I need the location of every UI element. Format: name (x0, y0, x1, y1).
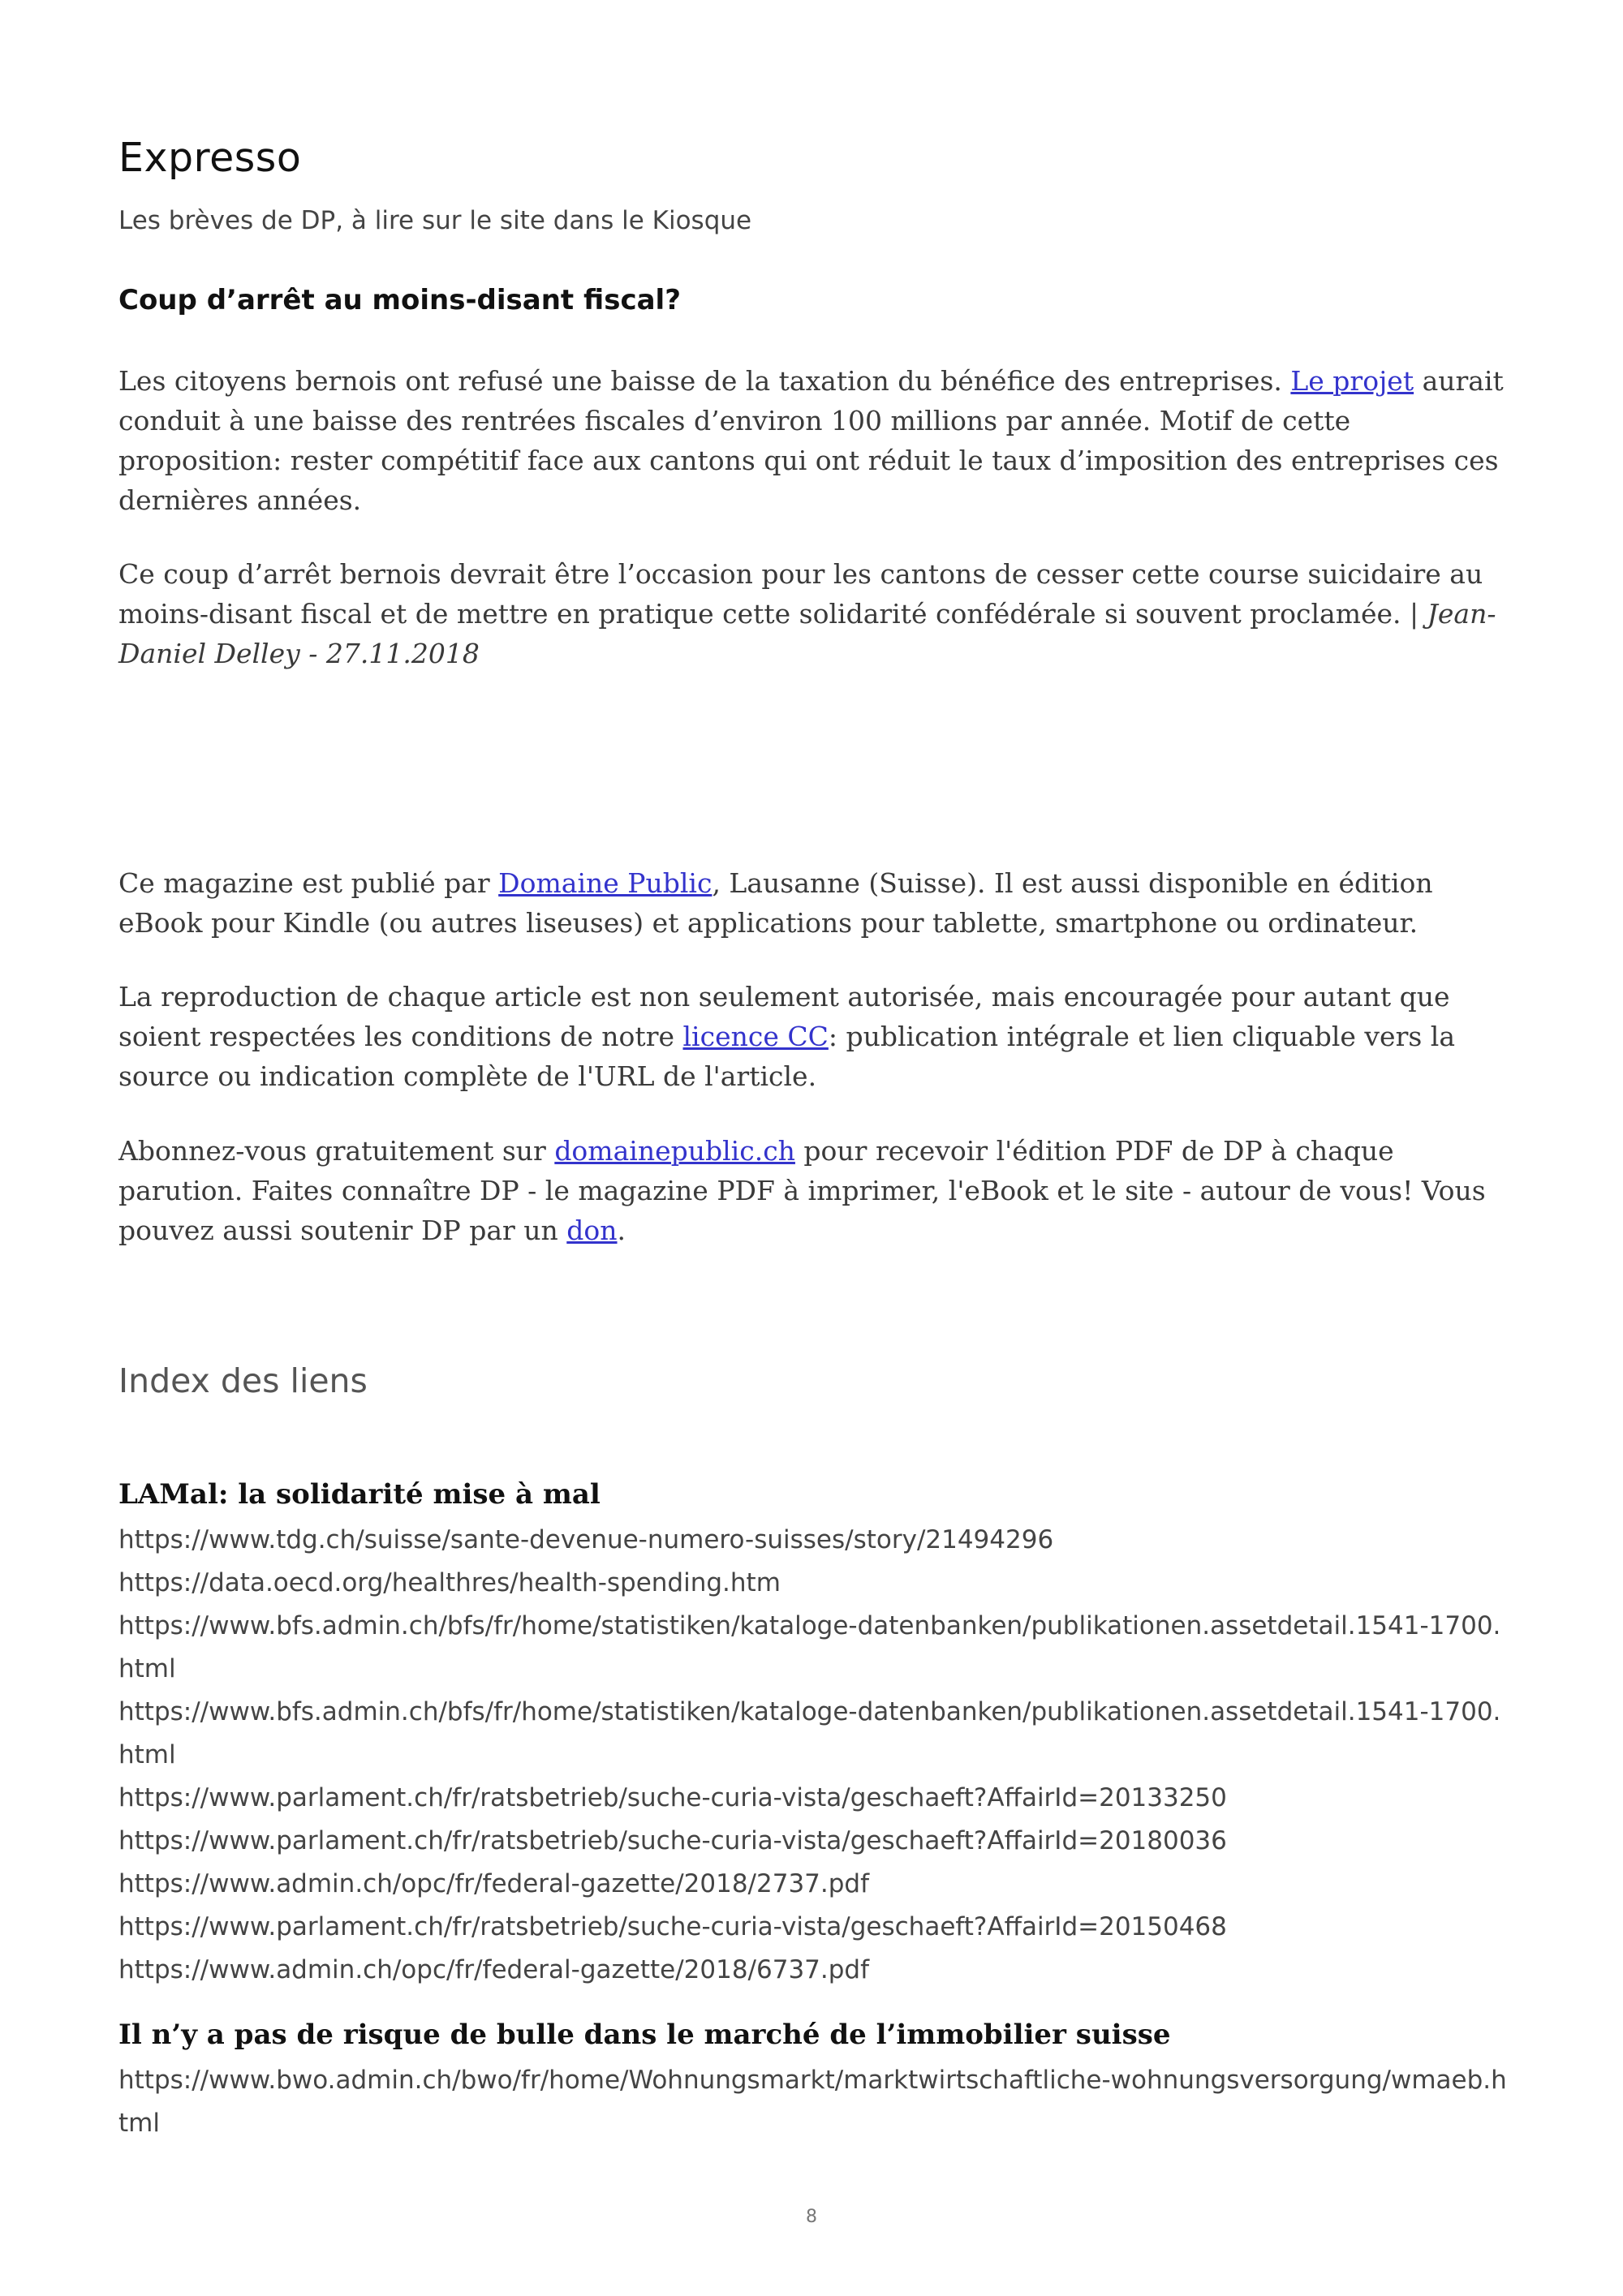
domaine-public-link[interactable]: Domaine Public (498, 867, 712, 899)
author-signature: Jean-Daniel Delley - 27.11.2018 (118, 598, 1496, 669)
page-number: 8 (806, 2207, 817, 2227)
link-index-group (118, 2019, 1514, 2145)
article-paragraph-2 (118, 554, 1514, 673)
url-line: https://www.parlament.ch/fr/ratsbetrieb/suche-curia-vista/geschaeft?AffairId=20150468 (118, 1912, 1227, 1941)
paragraph-text: aurait conduit à une baisse des rentrées fiscales d’environ 100 millions par année. Motif de cette proposition: rester compétitif face aux cantons qui ont réduit le taux d’imposition des entreprises ces dernières années. (118, 365, 1504, 516)
subscribe-paragraph (118, 1131, 1514, 1250)
publisher-paragraph (118, 863, 1514, 943)
paragraph-text: Ce coup d’arrêt bernois devrait être l’occasion pour les cantons de cesser cette course suicidaire au moins-disant fiscal et de mettre en pratique cette solidarité confédérale si souvent proclamée. | (118, 558, 1483, 630)
donation-link[interactable]: don (566, 1215, 618, 1246)
link-group-title: LAMal: la solidarité mise à mal (118, 1478, 601, 1511)
url-list (118, 1519, 1514, 1992)
paragraph-text: : publication intégrale et lien cliquable vers la source ou indication complète de l'URL de l'article. (118, 1021, 1456, 1092)
paragraph-text: Les citoyens bernois ont refusé une baisse de la taxation du bénéfice des entreprises. (118, 365, 1291, 397)
paragraph-text: pour recevoir l'édition PDF de DP à chaque parution. Faites connaître DP - le magazine PDF à imprimer, l'eBook et le site - autour de vous! Vous pouvez aussi soutenir DP par un (118, 1135, 1486, 1246)
project-link[interactable]: Le projet (1290, 365, 1414, 397)
url-line: https://www.admin.ch/opc/fr/federal-gazette/2018/6737.pdf (118, 1955, 870, 1984)
url-line: https://data.oecd.org/healthres/health-spending.htm (118, 1568, 781, 1597)
paragraph-text: La reproduction de chaque article est non seulement autorisée, mais encouragée pour autant que soient respectées les conditions de notre (118, 981, 1450, 1052)
section-subtitle: Les brèves de DP, à lire sur le site dans le Kiosque (118, 206, 752, 235)
licence-cc-link[interactable]: licence CC (682, 1021, 829, 1052)
link-group-title: Il n’y a pas de risque de bulle dans le marché de l’immobilier suisse (118, 2019, 1171, 2051)
article-paragraph-1 (118, 361, 1514, 520)
paragraph-text: Ce magazine est publié par (118, 867, 499, 899)
link-index-group (118, 1478, 1514, 1992)
url-line: https://www.bfs.admin.ch/bfs/fr/home/statistiken/kataloge-datenbanken/publikationen.assetdetail.1541-1700.html (118, 1697, 1501, 1769)
url-list (118, 2059, 1514, 2145)
domainepublic-site-link[interactable]: domainepublic.ch (554, 1135, 795, 1167)
url-line: https://www.parlament.ch/fr/ratsbetrieb/suche-curia-vista/geschaeft?AffairId=20180036 (118, 1826, 1227, 1855)
url-line: https://www.tdg.ch/suisse/sante-devenue-numero-suisses/story/21494296 (118, 1525, 1054, 1554)
url-line: https://www.bwo.admin.ch/bwo/fr/home/Wohnungsmarkt/marktwirtschaftliche-wohnungsversorgung/wmaeb.html (118, 2066, 1507, 2138)
url-line: https://www.bfs.admin.ch/bfs/fr/home/statistiken/kataloge-datenbanken/publikationen.assetdetail.1541-1700.html (118, 1611, 1501, 1683)
url-line: https://www.parlament.ch/fr/ratsbetrieb/suche-curia-vista/geschaeft?AffairId=20133250 (118, 1783, 1227, 1812)
paragraph-text: , Lausanne (Suisse). Il est aussi disponible en édition eBook pour Kindle (ou autres liseuses) et applications pour tablette, smartphone ou ordinateur. (118, 867, 1433, 939)
url-line: https://www.admin.ch/opc/fr/federal-gazette/2018/2737.pdf (118, 1869, 870, 1898)
link-index-heading: Index des liens (118, 1361, 368, 1400)
section-title: Expresso (118, 135, 302, 181)
paragraph-text: . (617, 1215, 626, 1246)
license-paragraph (118, 977, 1514, 1096)
article-title: Coup d’arrêt au moins-disant fiscal? (118, 284, 681, 316)
paragraph-text: Abonnez-vous gratuitement sur (118, 1135, 555, 1167)
